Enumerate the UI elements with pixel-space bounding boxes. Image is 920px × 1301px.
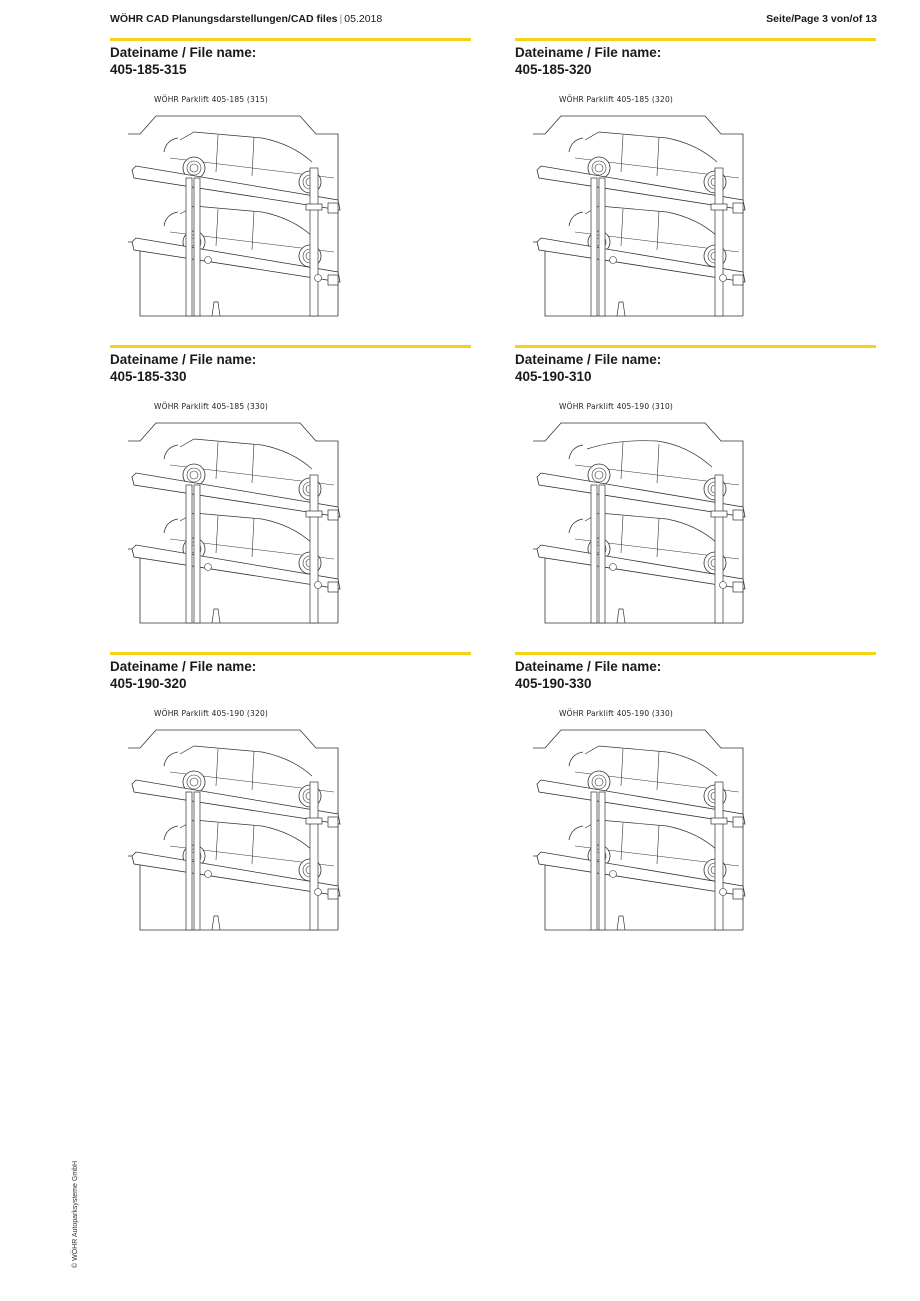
drawing-caption: WÖHR Parklift 405-185 (315)	[154, 95, 269, 104]
page-header	[110, 13, 877, 29]
yellow-divider	[110, 345, 471, 348]
cad-drawing	[128, 92, 358, 332]
cad-drawing	[533, 92, 763, 332]
file-name-value: 405-190-330	[515, 676, 592, 691]
document-title	[110, 13, 382, 25]
file-entry	[515, 652, 876, 718]
drawing-caption: WÖHR Parklift 405-185 (320)	[559, 95, 674, 104]
file-entry	[515, 38, 876, 104]
file-name-label: Dateiname / File name:	[110, 45, 257, 60]
file-entry	[110, 345, 471, 411]
cad-drawing	[128, 706, 358, 946]
file-name-value: 405-185-315	[110, 62, 187, 77]
parklift-drawing-icon	[533, 108, 763, 318]
yellow-divider	[110, 652, 471, 655]
pit-outline-icon	[533, 423, 743, 623]
parklift-drawing-icon	[128, 722, 358, 932]
file-entry	[110, 38, 471, 104]
file-name-label: Dateiname / File name:	[515, 352, 662, 367]
file-entry	[515, 345, 876, 411]
parklift-drawing-icon	[533, 415, 763, 625]
file-name-value: 405-190-320	[110, 676, 187, 691]
file-name-label: Dateiname / File name:	[515, 45, 662, 60]
parklift-drawing-icon	[128, 415, 358, 625]
file-name-label: Dateiname / File name:	[110, 352, 257, 367]
drawing-caption: WÖHR Parklift 405-185 (330)	[154, 402, 269, 411]
file-name-value: 405-190-310	[515, 369, 592, 384]
drawing-caption: WÖHR Parklift 405-190 (310)	[559, 402, 674, 411]
parklift-drawing-icon	[533, 722, 763, 932]
page-number: Seite/Page 3 von/of 13	[766, 13, 877, 25]
copyright-notice: © WÖHR Autoparksysteme GmbH	[72, 1160, 79, 1268]
pit-outline-icon	[128, 423, 338, 623]
cad-drawing	[128, 399, 358, 639]
cad-drawing	[533, 399, 763, 639]
pit-outline-icon	[128, 116, 338, 316]
yellow-divider	[515, 345, 876, 348]
file-name-label: Dateiname / File name:	[110, 659, 257, 674]
drawing-caption: WÖHR Parklift 405-190 (320)	[154, 709, 269, 718]
file-name-value: 405-185-320	[515, 62, 592, 77]
title-separator: |	[339, 13, 343, 25]
file-entry	[110, 652, 471, 718]
document-title-text: WÖHR CAD Planungsdarstellungen/CAD files	[110, 13, 338, 25]
pit-outline-icon	[128, 730, 338, 930]
yellow-divider	[110, 38, 471, 41]
parklift-drawing-icon	[128, 108, 358, 318]
yellow-divider	[515, 652, 876, 655]
cad-drawing	[533, 706, 763, 946]
pit-outline-icon	[533, 116, 743, 316]
yellow-divider	[515, 38, 876, 41]
file-name-label: Dateiname / File name:	[515, 659, 662, 674]
document-date: 05.2018	[344, 13, 383, 25]
drawing-caption: WÖHR Parklift 405-190 (330)	[559, 709, 674, 718]
file-name-value: 405-185-330	[110, 369, 187, 384]
pit-outline-icon	[533, 730, 743, 930]
